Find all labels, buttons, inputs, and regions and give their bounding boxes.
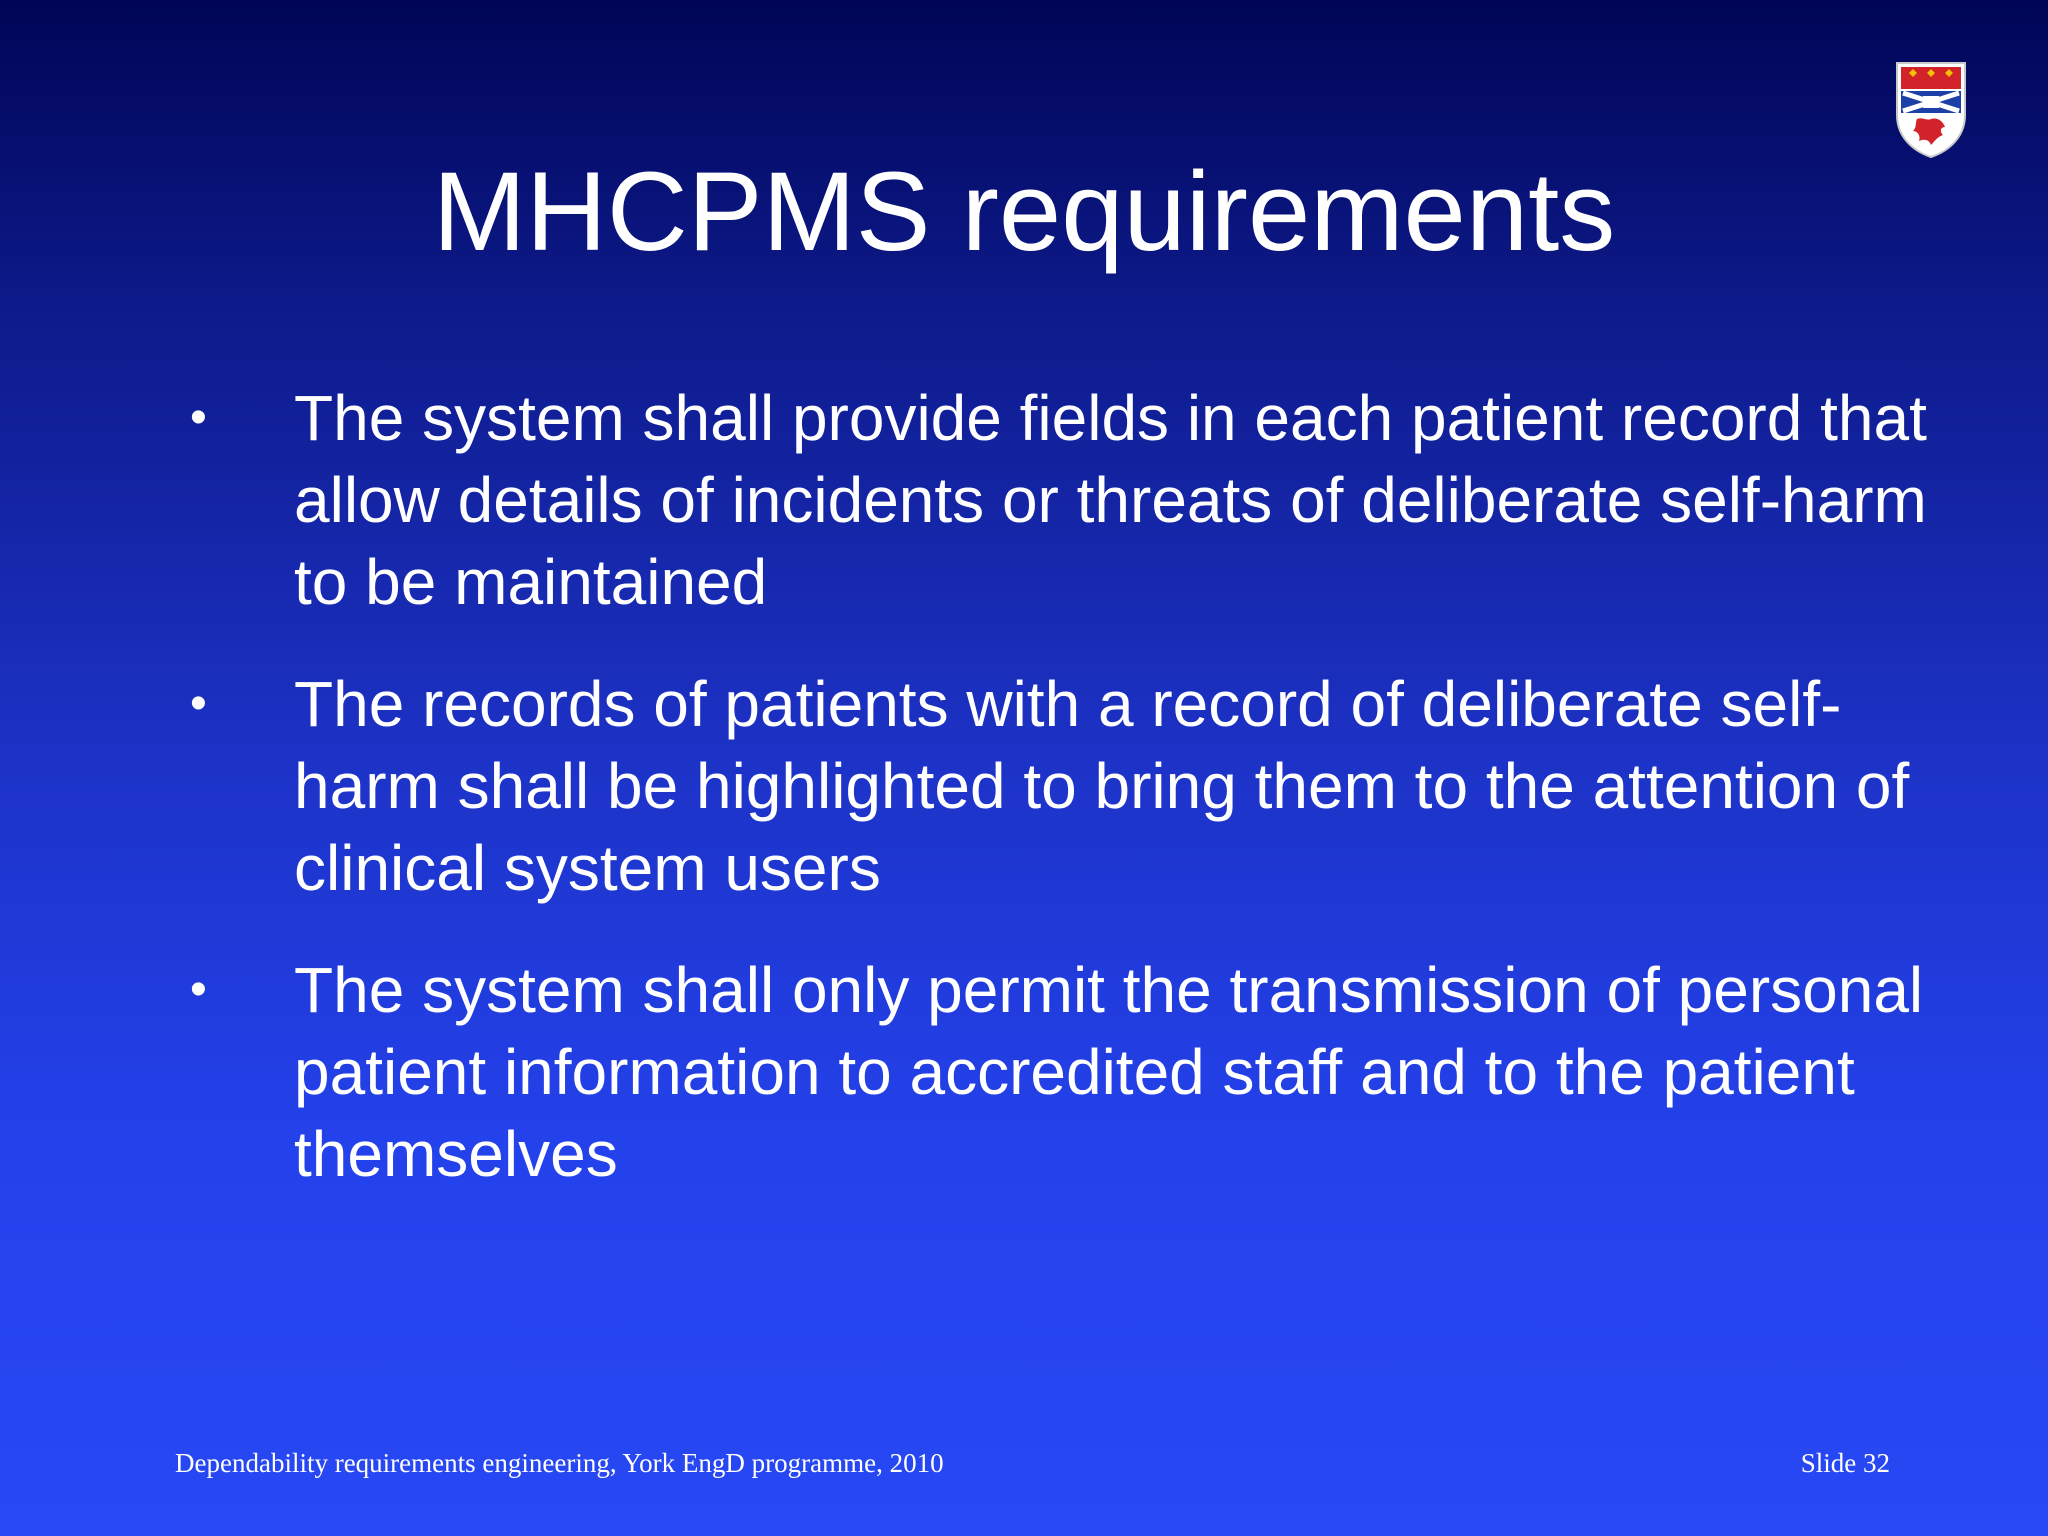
slide-title: MHCPMS requirements <box>432 149 1616 274</box>
bullet-icon: • <box>190 677 207 730</box>
bullet-item <box>0 663 1954 909</box>
bullet-item <box>0 377 1954 623</box>
university-crest-icon <box>1893 61 1969 159</box>
bullet-icon: • <box>190 391 207 444</box>
footer-course-info: Dependability requirements engineering, York EngD programme, 2010 <box>175 1448 944 1478</box>
bullet-list <box>0 377 2048 1235</box>
bullet-text: The system shall only permit the transmission of personal patient information to accredited staff and to the patient themselves <box>294 954 1924 1190</box>
bullet-text: The records of patients with a record of deliberate self-harm shall be highlighted to bring them to the attention of clinical system users <box>294 668 1910 904</box>
bullet-icon: • <box>190 963 207 1016</box>
bullet-text: The system shall provide fields in each patient record that allow details of incidents or threats of deliberate self-harm to be maintained <box>294 382 1927 618</box>
bullet-item <box>0 949 1954 1195</box>
slide-number: Slide 32 <box>1800 1448 1890 1478</box>
